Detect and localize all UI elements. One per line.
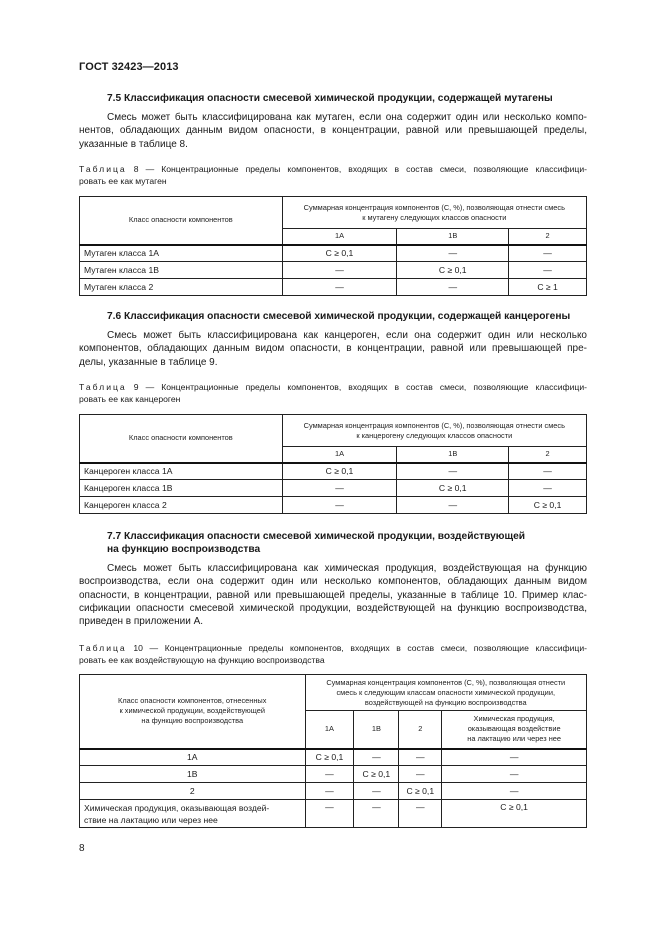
paragraph-line: делы, указанные в таблице 9. (79, 356, 218, 368)
paragraph-line: компонентов, обладающих данным видом опасности, в концентрации, равной или превышающей пре- (79, 343, 587, 355)
document-code: ГОСТ 32423—2013 (79, 61, 179, 73)
row-label: Мутаген класса 1В (80, 262, 283, 279)
cell: C ≥ 0,1 (397, 480, 509, 497)
row-label: Химическая продукция, оказывающая воздей- ствие на лактацию или через нее (80, 800, 306, 828)
cell: — (397, 279, 509, 296)
caption-line: ровать ее как канцероген (79, 394, 181, 404)
subheader-1b: 1В (397, 447, 509, 463)
row-label: Мутаген класса 1А (80, 245, 283, 262)
header-sum: Суммарная концентрация компонентов (С, %), позволяющая отнести смесь к мутагену следующих классов опасности (282, 197, 586, 229)
table-caption-8 (79, 163, 587, 187)
caption-text: 10 — Концентрационные пределы компонентов, входящих в состав смеси, позволяющие классифици- (126, 643, 587, 653)
row-label: Канцероген класса 2 (80, 497, 283, 514)
cell: C ≥ 0,1 (397, 262, 509, 279)
paragraph-line: Смесь может быть классифицирована как мутаген, если она содержит один или несколько компо- (107, 112, 587, 123)
row-label: 2 (80, 783, 306, 800)
cell: — (509, 480, 587, 497)
table-caption-9 (79, 381, 587, 405)
paragraph-line: указанные в таблице 8. (79, 138, 188, 150)
caption-line (79, 381, 587, 393)
table-row (80, 497, 587, 514)
cell: — (509, 245, 587, 262)
row-label: 1В (80, 766, 306, 783)
cell: — (442, 749, 587, 766)
cell: — (442, 766, 587, 783)
cell: — (509, 262, 587, 279)
section-heading-7-6: 7.6 Классификация опасности смесевой химической продукции, содержащей канцерогены (107, 311, 571, 322)
caption-text: 9 — Концентрационные пределы компонентов, входящих в состав смеси, позволяющие классифици- (126, 382, 587, 392)
cell: C ≥ 0,1 (509, 497, 587, 514)
paragraph-line: сификации опасности смесевой химической продукции, воздействующей на функцию воспроизводства, (79, 602, 587, 614)
subheader-2: 2 (399, 711, 442, 749)
header-class: Класс опасности компонентов (80, 197, 283, 245)
table-9 (79, 414, 587, 514)
caption-line: ровать ее как мутаген (79, 176, 167, 186)
subheader-2: 2 (509, 229, 587, 245)
header-class: Класс опасности компонентов (80, 415, 283, 463)
cell: — (282, 279, 397, 296)
cell: — (397, 497, 509, 514)
caption-label: Таблица (79, 382, 127, 392)
table-8 (79, 196, 587, 296)
subheader-1b: 1В (397, 229, 509, 245)
cell: — (282, 497, 397, 514)
page-number: 8 (79, 843, 85, 854)
table-row (80, 783, 587, 800)
cell: C ≥ 0,1 (399, 783, 442, 800)
subheader-1b: 1В (354, 711, 399, 749)
table-caption-10 (79, 642, 587, 666)
row-label: Канцероген класса 1А (80, 463, 283, 480)
paragraph-line: приведен в приложении А. (79, 616, 204, 628)
paragraph-line: Смесь может быть классифицирована как канцероген, если она содержит один или несколько (107, 330, 587, 341)
table-row (80, 766, 587, 783)
caption-label: Таблица (79, 643, 127, 653)
paragraph-7-6 (79, 329, 587, 369)
cell: — (305, 800, 354, 828)
caption-label: Таблица (79, 164, 127, 174)
table-row (80, 245, 587, 262)
paragraph-line: нентов, обладающих данным видом опасности, в концентрации, равной или превышающей пределы, (79, 125, 587, 137)
cell: — (442, 783, 587, 800)
cell: C ≥ 0,1 (282, 463, 397, 480)
caption-line: ровать ее как воздействующую на функцию воспроизводства (79, 655, 325, 665)
cell: — (399, 800, 442, 828)
cell: — (282, 262, 397, 279)
cell: C ≥ 0,1 (282, 245, 397, 262)
cell: — (305, 766, 354, 783)
table-row (80, 749, 587, 766)
subheader-1a: 1А (282, 229, 397, 245)
cell: — (397, 463, 509, 480)
cell: — (305, 783, 354, 800)
row-label: 1А (80, 749, 306, 766)
cell: — (354, 800, 399, 828)
table-row (80, 800, 587, 828)
header-sum: Суммарная концентрация компонентов (С, %), позволяющая отнести смесь к канцерогену следующих классов опасности (282, 415, 586, 447)
table-row (80, 463, 587, 480)
section-heading-7-5: 7.5 Классификация опасности смесевой химической продукции, содержащей мутагены (107, 93, 553, 104)
caption-line (79, 163, 587, 175)
cell: — (399, 749, 442, 766)
cell: C ≥ 1 (509, 279, 587, 296)
subheader-1a: 1А (305, 711, 354, 749)
table-row (80, 279, 587, 296)
subheader-2: 2 (509, 447, 587, 463)
header-sum: Суммарная концентрация компонентов (С, %), позволяющая отнести смесь к следующим классам опасности химической продукции, воздействующей на функцию воспроизводства (305, 675, 587, 711)
cell: — (399, 766, 442, 783)
paragraph-7-7 (79, 562, 587, 628)
cell: — (282, 480, 397, 497)
subheader-lactation: Химическая продукция, оказывающая воздействие на лактацию или через нее (442, 711, 587, 749)
row-label: Мутаген класса 2 (80, 279, 283, 296)
cell: C ≥ 0,1 (305, 749, 354, 766)
table-10 (79, 674, 587, 828)
table-row (80, 262, 587, 279)
cell: — (354, 749, 399, 766)
subheader-1a: 1А (282, 447, 397, 463)
cell: — (397, 245, 509, 262)
caption-text: 8 — Концентрационные пределы компонентов, входящих в состав смеси, позволяющие классифици- (126, 164, 587, 174)
paragraph-line: Смесь может быть классифицирована как химическая продукция, воздействующая на функцию (107, 563, 587, 574)
row-label: Канцероген класса 1В (80, 480, 283, 497)
cell: C ≥ 0,1 (354, 766, 399, 783)
cell: — (509, 463, 587, 480)
header-class: Класс опасности компонентов, отнесенных к химической продукции, воздействующей на функцию воспроизводства (80, 675, 306, 749)
paragraph-line: опасности, в концентрации, равной или превышающей пределы, указанные в таблице 10. Пример клас- (79, 589, 587, 601)
cell: — (354, 783, 399, 800)
section-heading-7-7: 7.7 Классификация опасности смесевой химической продукции, воздействующей на функцию воспроизводства (107, 531, 526, 555)
cell: C ≥ 0,1 (442, 800, 587, 828)
table-row (80, 480, 587, 497)
paragraph-line: воспроизводства, если она содержит один или несколько компонентов, обладающих данным видом (79, 576, 587, 588)
paragraph-7-5 (79, 111, 587, 151)
caption-line (79, 642, 587, 654)
